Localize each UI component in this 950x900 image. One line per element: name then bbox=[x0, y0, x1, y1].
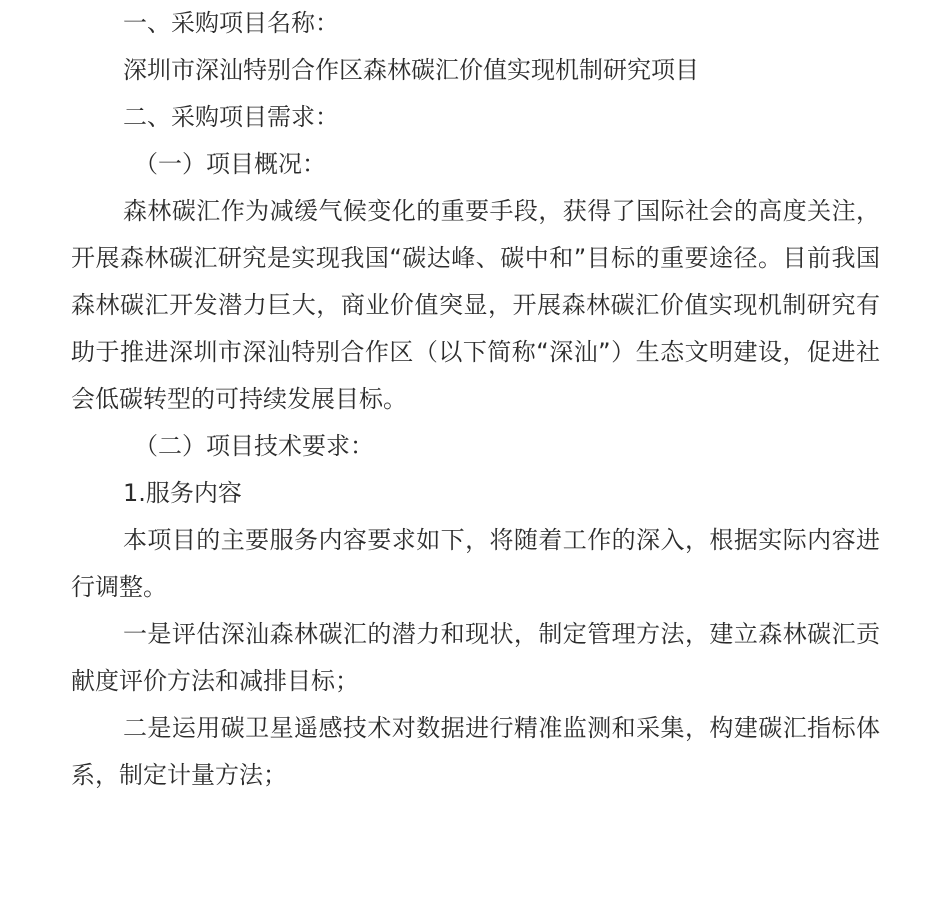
point1-paragraph: 一是评估深汕森林碳汇的潜力和现状，制定管理方法，建立森林碳汇贡献度评价方法和减排目标； bbox=[71, 620, 880, 695]
sub1-heading: （一）项目概况： bbox=[134, 150, 326, 178]
point2-paragraph: 二是运用碳卫星遥感技术对数据进行精准监测和采集，构建碳汇指标体系，制定计量方法； bbox=[71, 714, 880, 789]
section1-heading: 一、采购项目名称： bbox=[123, 9, 339, 37]
document-body bbox=[71, 0, 880, 799]
sub2-heading: （二）项目技术要求： bbox=[134, 432, 374, 460]
overview-paragraph: 森林碳汇作为减缓气候变化的重要手段，获得了国际社会的高度关注，开展森林碳汇研究是实现我国“碳达峰、碳中和”目标的重要途径。目前我国森林碳汇开发潜力巨大，商业价值突显，开展森林碳汇价值实现机制研究有助于推进深圳市深汕特别合作区（以下简称“深汕”）生态文明建设，促进社会低碳转型的可持续发展目标。 bbox=[71, 197, 880, 413]
project-name: 深圳市深汕特别合作区森林碳汇价值实现机制研究项目 bbox=[123, 56, 699, 84]
item1-heading: 1.服务内容 bbox=[123, 479, 242, 507]
service-intro-paragraph: 本项目的主要服务内容要求如下，将随着工作的深入，根据实际内容进行调整。 bbox=[71, 526, 880, 601]
section2-heading: 二、采购项目需求： bbox=[123, 103, 339, 131]
